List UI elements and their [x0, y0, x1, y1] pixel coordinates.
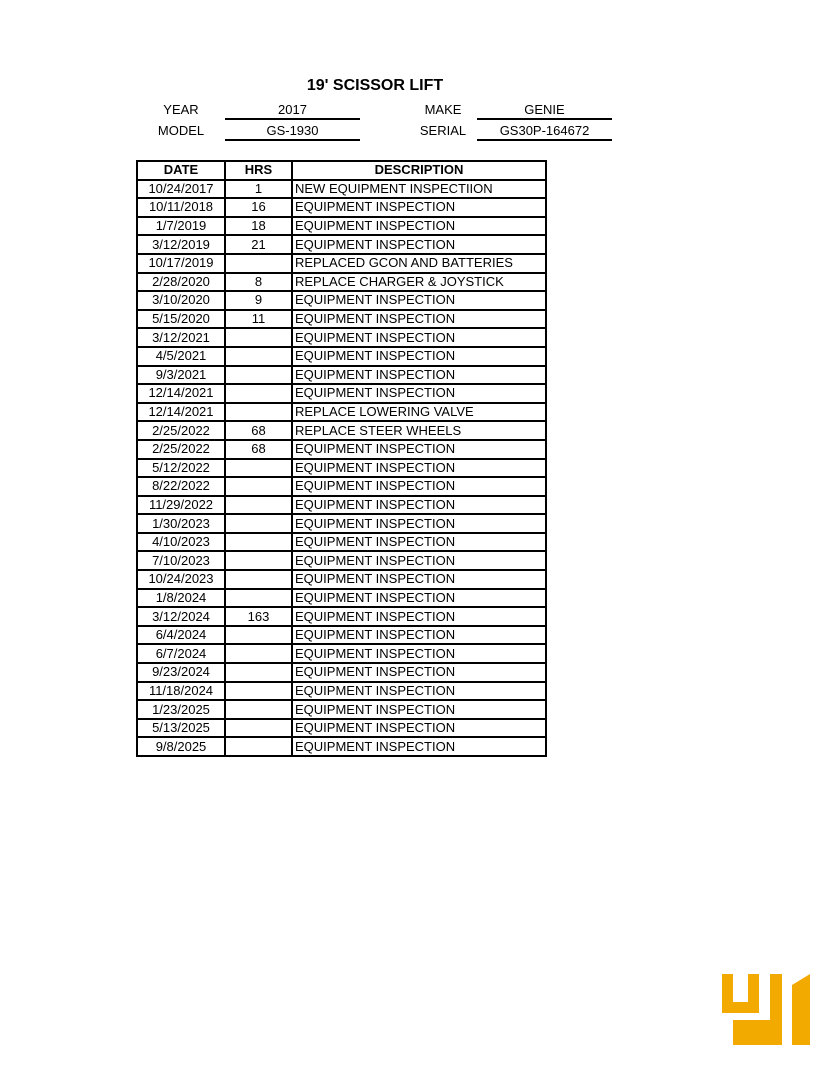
- cell-date: 9/23/2024: [137, 663, 225, 682]
- page-title: 19' SCISSOR LIFT: [306, 77, 444, 94]
- cell-date: 10/24/2023: [137, 570, 225, 589]
- cell-hrs: 68: [225, 421, 292, 440]
- cell-description: EQUIPMENT INSPECTION: [292, 440, 546, 459]
- table-row: [137, 477, 546, 496]
- make-label: MAKE: [424, 102, 462, 117]
- logo-left-mark: [722, 974, 759, 1013]
- cell-description: EQUIPMENT INSPECTION: [292, 384, 546, 403]
- cell-description: REPLACE CHARGER & JOYSTICK: [292, 273, 546, 292]
- cell-date: 9/8/2025: [137, 737, 225, 756]
- table-row: [137, 440, 546, 459]
- table-row: [137, 291, 546, 310]
- cell-description: EQUIPMENT INSPECTION: [292, 496, 546, 515]
- model-value: GS-1930: [225, 122, 360, 141]
- serial-value: GS30P-164672: [477, 122, 612, 141]
- table-row: [137, 366, 546, 385]
- cell-hrs: [225, 347, 292, 366]
- cell-date: 10/11/2018: [137, 198, 225, 217]
- cell-hrs: 1: [225, 180, 292, 199]
- table-row: [137, 180, 546, 199]
- table-row: [137, 570, 546, 589]
- cell-hrs: 16: [225, 198, 292, 217]
- table-row: [137, 347, 546, 366]
- cell-hrs: [225, 366, 292, 385]
- cell-hrs: [225, 700, 292, 719]
- cell-hrs: 163: [225, 607, 292, 626]
- maintenance-log-table: [136, 160, 547, 757]
- cell-description: EQUIPMENT INSPECTION: [292, 291, 546, 310]
- cell-date: 7/10/2023: [137, 551, 225, 570]
- cell-hrs: [225, 589, 292, 608]
- cell-date: 6/4/2024: [137, 626, 225, 645]
- table-row: [137, 384, 546, 403]
- cell-description: EQUIPMENT INSPECTION: [292, 719, 546, 738]
- cell-hrs: [225, 254, 292, 273]
- cell-date: 3/12/2024: [137, 607, 225, 626]
- cell-date: 8/22/2022: [137, 477, 225, 496]
- cell-date: 12/14/2021: [137, 403, 225, 422]
- cell-hrs: [225, 644, 292, 663]
- cell-description: EQUIPMENT INSPECTION: [292, 737, 546, 756]
- table-body: [137, 180, 546, 756]
- cell-description: EQUIPMENT INSPECTION: [292, 551, 546, 570]
- table-row: [137, 551, 546, 570]
- cell-date: 11/29/2022: [137, 496, 225, 515]
- cell-description: EQUIPMENT INSPECTION: [292, 328, 546, 347]
- cell-date: 2/28/2020: [137, 273, 225, 292]
- logo-right-mark: [792, 974, 810, 1045]
- table-row: [137, 421, 546, 440]
- cell-date: 1/8/2024: [137, 589, 225, 608]
- cell-date: 1/23/2025: [137, 700, 225, 719]
- cell-date: 1/7/2019: [137, 217, 225, 236]
- make-value: GENIE: [477, 101, 612, 120]
- table-row: [137, 682, 546, 701]
- cell-description: EQUIPMENT INSPECTION: [292, 217, 546, 236]
- cell-hrs: 9: [225, 291, 292, 310]
- table-row: [137, 719, 546, 738]
- cell-description: NEW EQUIPMENT INSPECTIION: [292, 180, 546, 199]
- cell-description: EQUIPMENT INSPECTION: [292, 663, 546, 682]
- cell-description: EQUIPMENT INSPECTION: [292, 477, 546, 496]
- table-row: [137, 217, 546, 236]
- cell-description: REPLACE STEER WHEELS: [292, 421, 546, 440]
- table-row: [137, 700, 546, 719]
- cell-description: EQUIPMENT INSPECTION: [292, 626, 546, 645]
- table-row: [137, 310, 546, 329]
- cell-description: EQUIPMENT INSPECTION: [292, 570, 546, 589]
- cell-hrs: [225, 403, 292, 422]
- table-row: [137, 235, 546, 254]
- cell-date: 2/25/2022: [137, 421, 225, 440]
- model-label: MODEL: [157, 123, 205, 138]
- cell-hrs: [225, 737, 292, 756]
- cell-description: EQUIPMENT INSPECTION: [292, 366, 546, 385]
- table-row: [137, 459, 546, 478]
- cell-hrs: [225, 626, 292, 645]
- table-row: [137, 273, 546, 292]
- cell-date: 5/15/2020: [137, 310, 225, 329]
- cell-date: 3/12/2021: [137, 328, 225, 347]
- cell-description: EQUIPMENT INSPECTION: [292, 198, 546, 217]
- table-row: [137, 589, 546, 608]
- cell-description: REPLACED GCON AND BATTERIES: [292, 254, 546, 273]
- table-row: [137, 198, 546, 217]
- cell-hrs: 68: [225, 440, 292, 459]
- table-row: [137, 328, 546, 347]
- cell-description: EQUIPMENT INSPECTION: [292, 682, 546, 701]
- table-row: [137, 737, 546, 756]
- table-row: [137, 626, 546, 645]
- cell-hrs: 21: [225, 235, 292, 254]
- cell-date: 1/30/2023: [137, 514, 225, 533]
- cell-description: EQUIPMENT INSPECTION: [292, 459, 546, 478]
- cell-description: EQUIPMENT INSPECTION: [292, 235, 546, 254]
- cell-hrs: [225, 384, 292, 403]
- cell-date: 3/10/2020: [137, 291, 225, 310]
- cell-hrs: [225, 533, 292, 552]
- cell-hrs: [225, 496, 292, 515]
- cell-hrs: 8: [225, 273, 292, 292]
- cell-date: 4/10/2023: [137, 533, 225, 552]
- cell-description: EQUIPMENT INSPECTION: [292, 589, 546, 608]
- cell-description: EQUIPMENT INSPECTION: [292, 347, 546, 366]
- cell-hrs: [225, 570, 292, 589]
- cell-hrs: [225, 663, 292, 682]
- cell-description: EQUIPMENT INSPECTION: [292, 514, 546, 533]
- cell-date: 11/18/2024: [137, 682, 225, 701]
- cell-hrs: [225, 682, 292, 701]
- cell-hrs: [225, 719, 292, 738]
- cell-description: REPLACE LOWERING VALVE: [292, 403, 546, 422]
- company-logo-icon: [722, 972, 810, 1046]
- year-label: YEAR: [163, 102, 199, 117]
- cell-date: 3/12/2019: [137, 235, 225, 254]
- table-row: [137, 254, 546, 273]
- cell-date: 9/3/2021: [137, 366, 225, 385]
- cell-date: 5/13/2025: [137, 719, 225, 738]
- cell-date: 12/14/2021: [137, 384, 225, 403]
- cell-date: 10/17/2019: [137, 254, 225, 273]
- cell-date: 2/25/2022: [137, 440, 225, 459]
- cell-hrs: 18: [225, 217, 292, 236]
- serial-label: SERIAL: [419, 123, 467, 138]
- cell-hrs: [225, 514, 292, 533]
- table-row: [137, 496, 546, 515]
- cell-hrs: [225, 328, 292, 347]
- table-row: [137, 533, 546, 552]
- cell-description: EQUIPMENT INSPECTION: [292, 310, 546, 329]
- table-row: [137, 644, 546, 663]
- cell-date: 5/12/2022: [137, 459, 225, 478]
- column-header-description: DESCRIPTION: [292, 161, 546, 180]
- column-header-hrs: HRS: [225, 161, 292, 180]
- cell-hrs: [225, 477, 292, 496]
- cell-hrs: 11: [225, 310, 292, 329]
- cell-hrs: [225, 551, 292, 570]
- year-value: 2017: [225, 101, 360, 120]
- cell-date: 4/5/2021: [137, 347, 225, 366]
- cell-date: 6/7/2024: [137, 644, 225, 663]
- cell-description: EQUIPMENT INSPECTION: [292, 700, 546, 719]
- column-header-date: DATE: [137, 161, 225, 180]
- cell-description: EQUIPMENT INSPECTION: [292, 644, 546, 663]
- cell-hrs: [225, 459, 292, 478]
- cell-description: EQUIPMENT INSPECTION: [292, 607, 546, 626]
- table-header-row: [137, 161, 546, 180]
- table-row: [137, 607, 546, 626]
- cell-date: 10/24/2017: [137, 180, 225, 199]
- cell-description: EQUIPMENT INSPECTION: [292, 533, 546, 552]
- table-row: [137, 403, 546, 422]
- table-row: [137, 514, 546, 533]
- table-row: [137, 663, 546, 682]
